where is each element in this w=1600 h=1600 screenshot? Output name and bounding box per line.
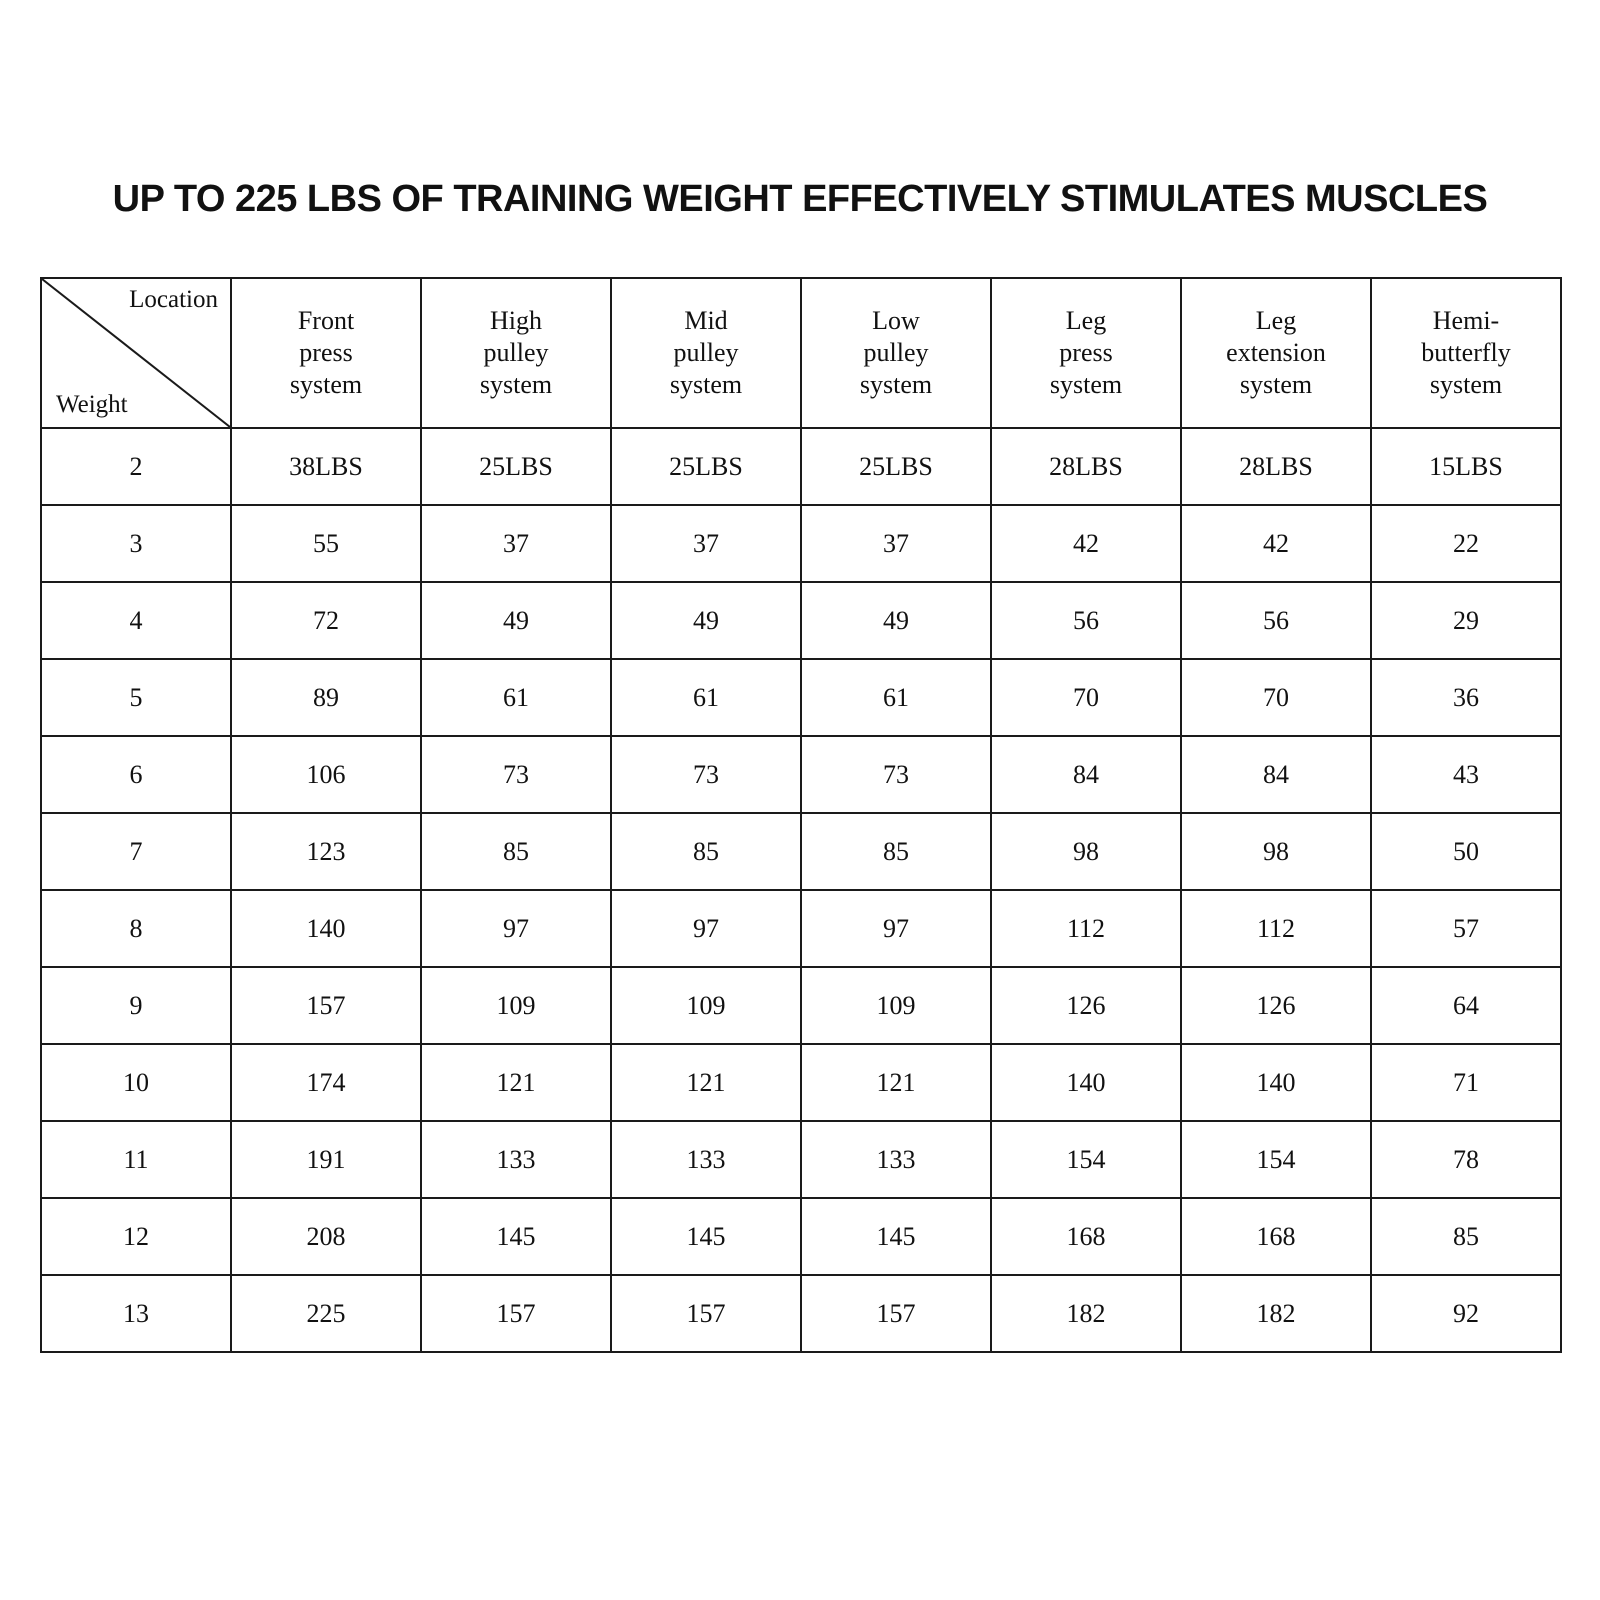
row-weight-label: 6 — [41, 736, 231, 813]
column-header-line-1: Mid — [684, 306, 728, 336]
table-cell: 61 — [801, 659, 991, 736]
table-cell: 85 — [421, 813, 611, 890]
table-cell: 25LBS — [801, 428, 991, 505]
column-header-leg-press-system — [991, 278, 1181, 428]
table-cell: 64 — [1371, 967, 1561, 1044]
row-weight-label: 2 — [41, 428, 231, 505]
table-cell: 61 — [611, 659, 801, 736]
column-header-line-1: Hemi- — [1432, 306, 1500, 336]
table-cell: 112 — [991, 890, 1181, 967]
table-cell: 112 — [1181, 890, 1371, 967]
row-weight-label: 12 — [41, 1198, 231, 1275]
table-cell: 168 — [1181, 1198, 1371, 1275]
table-cell: 168 — [991, 1198, 1181, 1275]
table-row — [41, 813, 1561, 890]
row-weight-label: 3 — [41, 505, 231, 582]
table-row — [41, 1044, 1561, 1121]
column-header-hemi-butterfly-system — [1371, 278, 1561, 428]
column-header-leg-extension-system — [1181, 278, 1371, 428]
table-cell: 28LBS — [991, 428, 1181, 505]
table-cell: 50 — [1371, 813, 1561, 890]
table-cell: 25LBS — [611, 428, 801, 505]
table-cell: 43 — [1371, 736, 1561, 813]
table-cell: 70 — [1181, 659, 1371, 736]
column-header-line-1: Front — [297, 306, 355, 336]
table-row — [41, 1121, 1561, 1198]
table-cell: 85 — [611, 813, 801, 890]
table-cell: 78 — [1371, 1121, 1561, 1198]
table-cell: 126 — [991, 967, 1181, 1044]
table-cell: 133 — [801, 1121, 991, 1198]
table-cell: 154 — [991, 1121, 1181, 1198]
table-cell: 145 — [801, 1198, 991, 1275]
table-row — [41, 1275, 1561, 1352]
table-cell: 182 — [991, 1275, 1181, 1352]
table-cell: 123 — [231, 813, 421, 890]
table-cell: 126 — [1181, 967, 1371, 1044]
column-header-front-press-system — [231, 278, 421, 428]
table-cell: 73 — [611, 736, 801, 813]
table-cell: 85 — [1371, 1198, 1561, 1275]
table-cell: 42 — [991, 505, 1181, 582]
row-weight-label: 5 — [41, 659, 231, 736]
table-cell: 98 — [991, 813, 1181, 890]
row-weight-label: 9 — [41, 967, 231, 1044]
table-cell: 38LBS — [231, 428, 421, 505]
table-cell: 56 — [1181, 582, 1371, 659]
row-weight-label: 8 — [41, 890, 231, 967]
column-header-line-1: Leg — [1065, 306, 1107, 336]
table-cell: 133 — [611, 1121, 801, 1198]
table-body — [41, 428, 1561, 1352]
table-row — [41, 428, 1561, 505]
table-row — [41, 659, 1561, 736]
table-cell: 140 — [991, 1044, 1181, 1121]
column-header-line-2: extension — [1226, 338, 1326, 368]
column-header-line-3: system — [289, 369, 363, 399]
table-row — [41, 967, 1561, 1044]
table-cell: 42 — [1181, 505, 1371, 582]
table-cell: 154 — [1181, 1121, 1371, 1198]
table-cell: 56 — [991, 582, 1181, 659]
table-cell: 225 — [231, 1275, 421, 1352]
column-header-line-3: system — [669, 369, 743, 399]
column-header-line-3: system — [1049, 369, 1123, 399]
table-cell: 85 — [801, 813, 991, 890]
table-cell: 157 — [611, 1275, 801, 1352]
row-weight-label: 7 — [41, 813, 231, 890]
table-cell: 22 — [1371, 505, 1561, 582]
table-cell: 71 — [1371, 1044, 1561, 1121]
column-header-line-3: system — [859, 369, 933, 399]
table-cell: 97 — [801, 890, 991, 967]
table-cell: 145 — [611, 1198, 801, 1275]
row-weight-label: 10 — [41, 1044, 231, 1121]
table-cell: 49 — [611, 582, 801, 659]
table-cell: 157 — [421, 1275, 611, 1352]
column-header-high-pulley-system — [421, 278, 611, 428]
row-weight-label: 11 — [41, 1121, 231, 1198]
row-weight-label: 13 — [41, 1275, 231, 1352]
table-cell: 121 — [421, 1044, 611, 1121]
table-cell: 55 — [231, 505, 421, 582]
table-row — [41, 582, 1561, 659]
column-header-line-2: pulley — [673, 338, 739, 368]
table-cell: 97 — [421, 890, 611, 967]
table-cell: 70 — [991, 659, 1181, 736]
table-cell: 36 — [1371, 659, 1561, 736]
table-cell: 37 — [421, 505, 611, 582]
table-cell: 140 — [231, 890, 421, 967]
table-cell: 191 — [231, 1121, 421, 1198]
row-weight-label: 4 — [41, 582, 231, 659]
column-header-line-2: press — [299, 338, 353, 368]
table-cell: 73 — [421, 736, 611, 813]
table-cell: 208 — [231, 1198, 421, 1275]
table-cell: 61 — [421, 659, 611, 736]
weight-spec-table — [40, 277, 1562, 1353]
table-row — [41, 890, 1561, 967]
table-row — [41, 505, 1561, 582]
column-header-line-1: High — [490, 306, 542, 336]
weight-spec-table-container — [40, 277, 1560, 1353]
table-cell: 98 — [1181, 813, 1371, 890]
table-cell: 140 — [1181, 1044, 1371, 1121]
table-cell: 182 — [1181, 1275, 1371, 1352]
table-cell: 133 — [421, 1121, 611, 1198]
column-header-mid-pulley-system — [611, 278, 801, 428]
column-header-line-2: pulley — [863, 338, 929, 368]
table-row — [41, 736, 1561, 813]
column-header-line-3: system — [1239, 369, 1313, 399]
column-header-line-2: press — [1059, 338, 1113, 368]
column-header-line-2: butterfly — [1421, 338, 1511, 368]
table-cell: 84 — [1181, 736, 1371, 813]
table-cell: 157 — [231, 967, 421, 1044]
table-cell: 174 — [231, 1044, 421, 1121]
table-cell: 37 — [801, 505, 991, 582]
table-cell: 25LBS — [421, 428, 611, 505]
table-cell: 49 — [801, 582, 991, 659]
page-title: UP TO 225 LBS OF TRAINING WEIGHT EFFECTIVELY STIMULATES MUSCLES — [112, 178, 1488, 220]
table-cell: 109 — [801, 967, 991, 1044]
table-cell: 72 — [231, 582, 421, 659]
table-cell: 49 — [421, 582, 611, 659]
table-cell: 57 — [1371, 890, 1561, 967]
column-header-line-2: pulley — [483, 338, 549, 368]
corner-header-cell — [41, 278, 231, 428]
table-cell: 97 — [611, 890, 801, 967]
table-cell: 89 — [231, 659, 421, 736]
table-cell: 92 — [1371, 1275, 1561, 1352]
table-header-row — [41, 278, 1561, 428]
table-cell: 109 — [611, 967, 801, 1044]
table-cell: 73 — [801, 736, 991, 813]
table-cell: 109 — [421, 967, 611, 1044]
column-header-line-3: system — [1429, 369, 1503, 399]
table-cell: 106 — [231, 736, 421, 813]
table-cell: 28LBS — [1181, 428, 1371, 505]
table-cell: 84 — [991, 736, 1181, 813]
column-header-line-3: system — [479, 369, 553, 399]
table-cell: 37 — [611, 505, 801, 582]
table-cell: 157 — [801, 1275, 991, 1352]
table-cell: 29 — [1371, 582, 1561, 659]
table-cell: 121 — [611, 1044, 801, 1121]
table-cell: 15LBS — [1371, 428, 1561, 505]
corner-weight-label: Weight — [56, 391, 128, 418]
table-cell: 145 — [421, 1198, 611, 1275]
column-header-line-1: Low — [872, 306, 920, 336]
column-header-low-pulley-system — [801, 278, 991, 428]
table-header — [41, 278, 1561, 428]
column-header-line-1: Leg — [1255, 306, 1297, 336]
table-row — [41, 1198, 1561, 1275]
table-cell: 121 — [801, 1044, 991, 1121]
corner-location-label: Location — [129, 286, 218, 313]
